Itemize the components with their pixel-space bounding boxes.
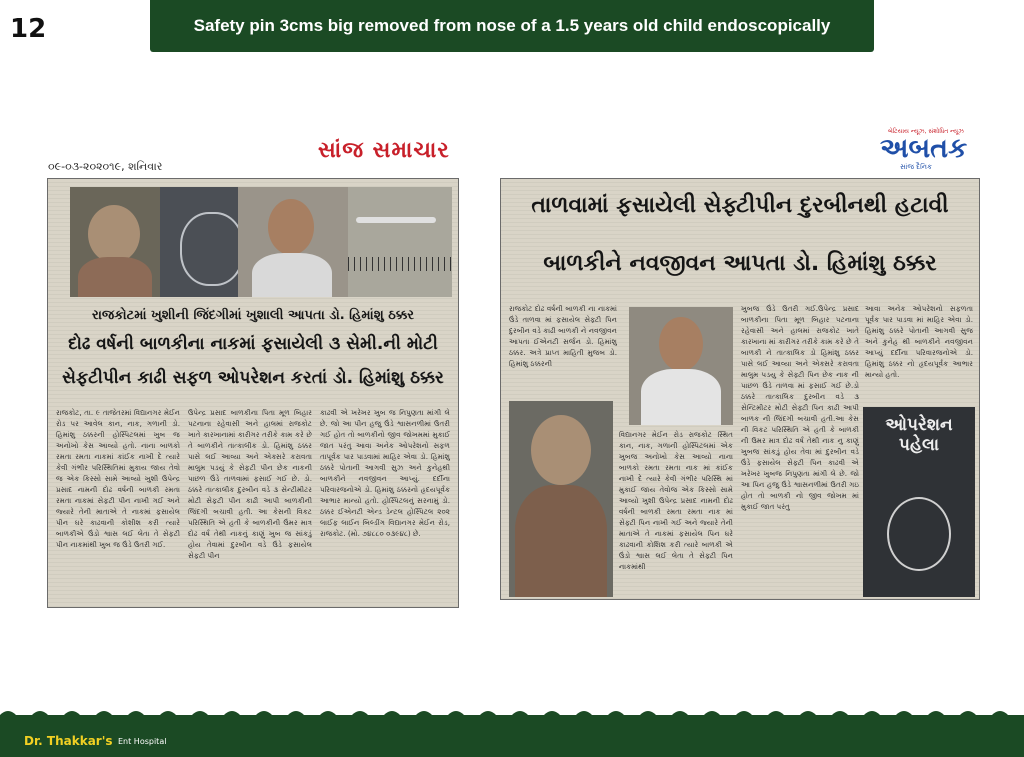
slide-number: 12 xyxy=(10,14,47,44)
operation-xray-photo xyxy=(863,407,975,597)
article-column-2: ઉપેન્દ્ર પ્રસાદ બાળકીના પિતા મૂળ બિહાર પટનાના રહેવાસી અને હાલમાં રાજકોટ ખાતે કારખાનામાં કારીગર તરીકે કામ કરે છે તે બાળકીને તાત્કાલીક ડો. હિમાંશુ ઠક્કર પાસે લઈ આવ્યા અને એક્સરે કરાવતા માલુમ પડયું કે સેફટી પીન છેક નાકની પાછળ ઉંડે તાળવામાં ફસાઈ ગઈ છે. ડો. ઠક્કરે તાત્કાલીક દુરબીન વડે ૩ સેન્ટીમીટર મોટી સેફટી પીન કાઢી આપી બાળકીની જિંદગી બચાવી હતી. આ કેસની વિકટ પરિસ્થિતિ એ હતી કે બાળકીની ઉંમર માત્ર દોઢ વર્ષ તેથી નાકનું કાણું ખુબ જ સાંકડું હોય તેવામાં દુરબીન વડે ઉંડે ફસાયેલ સેફટી પીન xyxy=(188,408,312,560)
safety-pin-photo xyxy=(348,187,452,297)
newspaper-clip-right xyxy=(500,178,980,600)
child-photo xyxy=(70,187,160,297)
headline-line-1: રાજકોટમાં ખુશીની જિંદગીમાં ખુશાલી આપતા ડો. હિમાંશુ ઠક્કર xyxy=(92,308,414,323)
article-column-3: આવા અનેક ઓપરેશનો સફળતા પૂર્વક પાર પાડવા માં માહિર એવા ડો. હિમાંશુ ઠક્કરે પોતાની આગવી સુજ અને કુનેહ થી બાળકીને નવજીવન આપ્યું દર્દીના પરિવારજનોએ ડો. હિમાંશુ ઠક્કર નો હૃદયપૂર્વક આભાર માન્યો હતો. xyxy=(865,304,973,379)
article-column-1a: રાજકોટ દોઢ વર્ષની બાળકી ના નાકમાં ઉંડે તાળવા માં ફસાયેલ સેફ્ટી પિન દુરબીન વડે કાઢી બાળકી ને નવજીવન આપતા ઈએનટી સર્જન ડો. હિમાંશુ ઠક્કર. અત્રે પ્રાપ્ત માહિતી મુજબ ડો. હિમાંશુ ઠક્કરની xyxy=(509,304,617,368)
clip-date: ૦૯-૦૩-૨૦૨૦૧૯, શનિવાર xyxy=(48,160,163,173)
child-photo xyxy=(509,401,613,597)
article-column-3: કાઢવી એ ખરેખર ખુબ જ નિપુણતા માંગી લે છે. જો આ પીન હજુ ઉંડે શ્વાસનળીમાં ઉતરી ગઈ હોત તો બાળકીનો જીવ જોખમમાં મુકાઈ જાત પરંતુ આવા અનેક ઓપરેશનો સફળ તાપૂર્વક પાર પાડવામાં માહિર એવા ડો. હિમાંશુ ઠક્કરે પોતાની આગવી સુઝ અને કુનેહથી બાળકીને નવજીવન આપ્યું. દર્દીના પરિવારજનોએ ડો. હિમાંશુ ઠક્કરનો હૃદયપૂર્વક આભાર માન્યો હતો. હોસ્પિટલનું સરનામું ડો. ઠક્કર ઈએનટી એન્ડ ડેન્ટલ હોસ્પિટલ ૨૦૨ લાઈફ લાઈન બિલ્ડીંગ વિદ્યાનગર મેઈન રોડ, રાજકોટ. (મો. ૭૪૮૮૦ ૦૩૯૪૮) છે. xyxy=(320,408,450,538)
article-column-1b: વિદ્યાનગર મેઈન રોડ રાજકોટ સ્થિત કાન, નાક, ગળાની હોસ્પિટલમાં એક ખુબજ અનોખો કેસ આવ્યો નાના બાળકો રમતા રમતા નાક માં કાંઈક નાખી દે ત્યારે કેવી ગંભીર પરિસ્થિ માં મુકાઈ જાય તેવોજ એક કિસ્સો સામે આવ્યો ખુશી ઉપેન્દ્ર પ્રસાદ નામની દોઢ વર્ષની બાળકી રમતા રમતા નાક માં સેફ્ટી પિન નાખી ગઈ અને જ્યારે તેની માતાએ તે નાકમાં ફસાયેલ પિન ઘરે કાઢવાની કોશિશ કરી ત્યારે બાળકી એ ઉંડો શ્વાસ લઈ લેતા તે સેફ્ટી પિન નાકમાંથી xyxy=(619,430,733,571)
headline-line-2: દોઢ વર્ષની બાળકીના નાકમાં ફસાયેલી ૩ સેમી.ની મોટી xyxy=(68,334,438,354)
footer-brand: Dr. Thakkar's xyxy=(24,734,113,748)
article-column-2: ખુબજ ઉંડે ઉતરી ગઈ.ઉપેન્દ્ર પ્રસાદ બાળકીના પિતા મૂળ બિહાર પટનાના રહેવાસી અને હાલમાં રાજકોટ ખાતે કારખાના માં કારીગર તરીકે કામ કરે છે તે બાળકી ને તાત્કાલિક ડો હિમાંશુ ઠક્કર પાસે લઈ આવ્યા અને એક્સરે કરાવતા માલુમ પડયુ કે સેફ્ટી પિન છેક નાક ની પાછળ ઉંડે તાળવા માં ફસાઈ ગઈ છે.ડો ઠક્કરે તાત્કાલિક દુરબીન વડે ૩ સેન્ટિમીટર મોટી સેફ્ટી પિન કાઢી આપી બાળક ની જિંદગી બચાવી હતી.આ કેસ ની વિકટ પરિસ્થિતિ એ હતી કે બાળકી ની ઉમર માત્ર દોઢ વર્ષ તેથી નાક નુ કાણું ખુબજ સાંકડું હોય તેવા માં દુરબીન વડે ઉંડે ફસાયેલ સેફ્ટી પિન કાઢવી એ ખરેખર ખુબજ નિપુણતા માંગી લે છે. જો આ પિન હજુ ઉંડે શ્વાસનળીમાં ઉતરી ગઇ હોત તો બાળકી નો જીવ જોખમ માં મુકાઈ જાત પરંતુ xyxy=(741,304,859,511)
operation-label: ઓપરેશન પહેલા xyxy=(885,415,953,455)
masthead-tagline: બેટિયાય ન્યૂઝ, સંશોધિત ન્યૂઝ xyxy=(888,128,964,135)
doctor-photo xyxy=(238,187,348,297)
headline-line-2: બાળકીને નવજીવન આપતા ડો. હિમાંશુ ઠક્કર xyxy=(543,251,937,276)
headline-line-1: તાળવામાં ફસાયેલી સેફ્ટીપીન દુરબીનથી હટાવી xyxy=(531,193,949,218)
article-column-1: રાજકોટ, તા. ૯ તાજેતરમાં વિદ્યાનગર મેઈન રોડ પર આવેલ કાન, નાક, ગળાની ડો. હિમાંશુ ઠક્કરની હોસ્પિટલમાં ખુબ જ અનોખો કેસ આવ્યો હતો. નાના બાળકો રમતા રમતા નાકમાં કાંઈક નાખી દે ત્યારે કેવી ગંભીર પરિસ્થિતિમાં મુકાય જાય તેવો જ એક કિસ્સો સામે આવ્યો ખુશી ઉપેન્દ્ર પ્રસાદ નામની દોઢ વર્ષની બાળકી રમતા રમતા નાકમાં સેફટી પીન નાખી ગઈ અને જ્યારે તેની માતાએ તે નાકમાં ફસાયેલ પીન ઘરે કાઢવાની કોશીશ કરી ત્યારે બાળકીએ ઉંડો શ્વાસ લઈ લેતા તે સેફટી પીન નાકમાંથી ખુબ જ ઉંડે ઉતરી ગઈ. xyxy=(56,408,180,549)
masthead-abtak: અબતક xyxy=(880,133,968,164)
headline-line-3: સેફટીપીન કાઢી સફળ ઓપરેશન કરતાં ડો. હિમાંશુ ઠક્કર xyxy=(62,368,444,388)
footer-brand-sub: Ent Hospital xyxy=(118,737,167,746)
slide-title: Safety pin 3cms big removed from nose of a 1.5 years old child endoscopically xyxy=(150,0,874,52)
masthead-sanj-samachar: સાંજ સમાચાર xyxy=(318,138,450,163)
newspaper-clip-left xyxy=(47,178,459,608)
masthead-sub: સાંજ દૈનિક xyxy=(900,163,932,171)
wave-border xyxy=(0,707,1024,723)
footer-bar xyxy=(0,715,1024,757)
doctor-photo xyxy=(629,307,733,425)
